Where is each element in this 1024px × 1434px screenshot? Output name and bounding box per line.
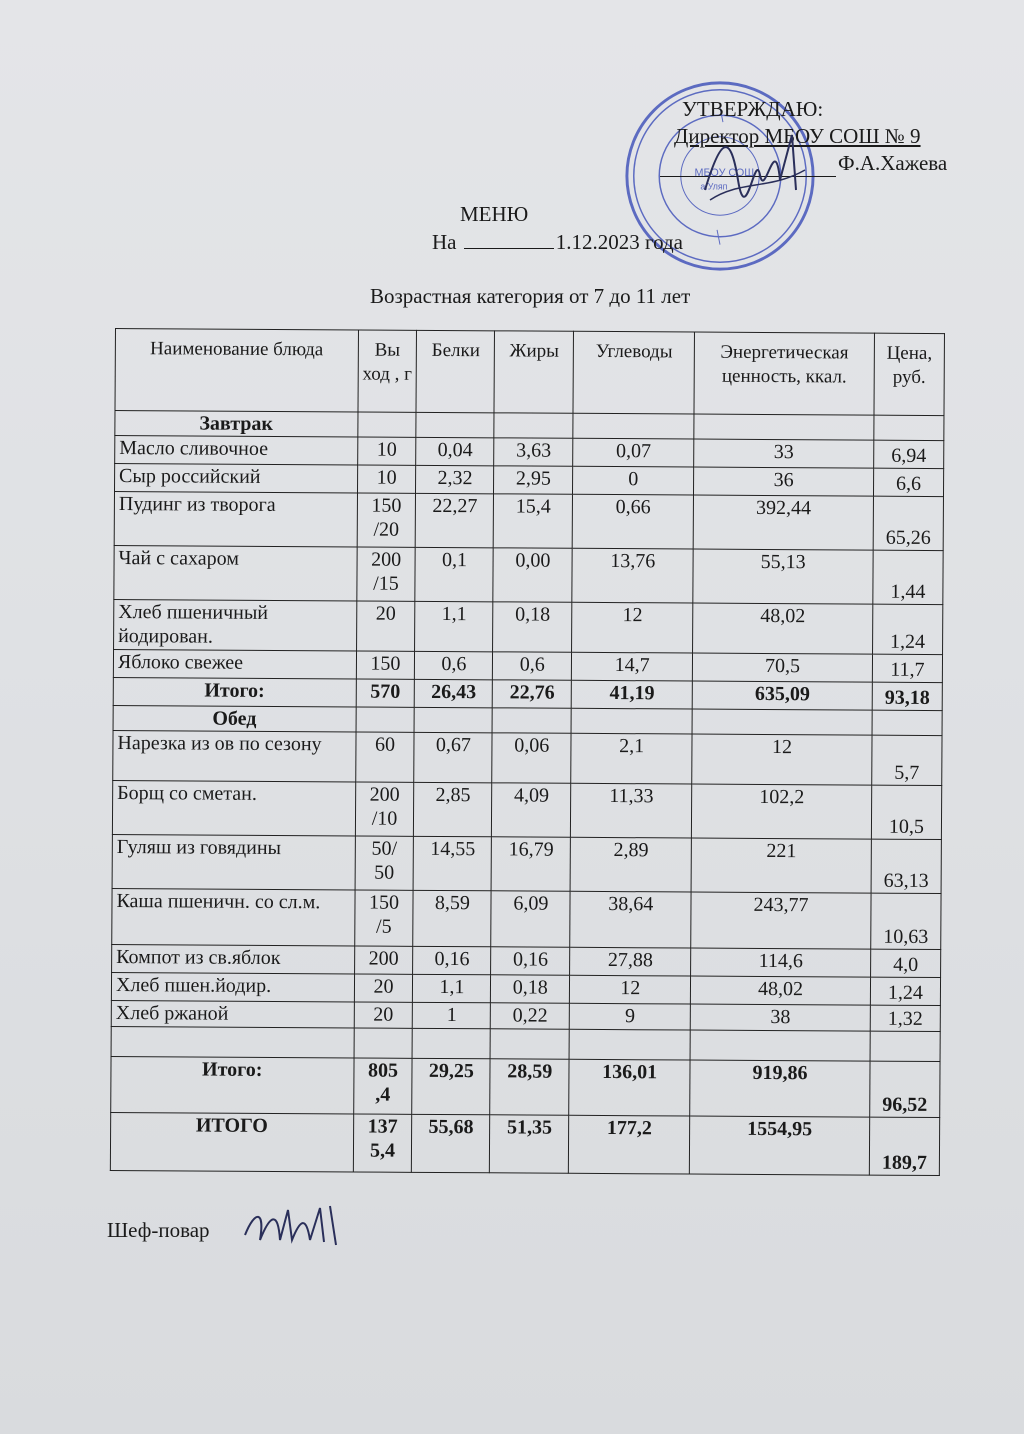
cell-price: 1,24: [870, 977, 940, 1005]
cell-proteins: 1: [413, 1002, 491, 1028]
cell-fats: 0,22: [491, 1003, 570, 1029]
cell-yield: 10: [357, 465, 416, 493]
header-carbs: Углеводы: [573, 331, 694, 414]
table-row: [112, 834, 941, 893]
cell-dish-name: Хлеб ржаной: [111, 1000, 354, 1027]
table-body: [110, 411, 944, 1176]
cell-fats: [494, 413, 573, 438]
cell-energy: 102,2: [692, 784, 872, 839]
cell-dish-name: Сыр российский: [115, 464, 358, 493]
cell-energy: 392,44: [693, 495, 873, 550]
cell-price: 65,26: [873, 496, 943, 550]
cell-yield: 200: [354, 946, 413, 974]
cell-dish-name: ИТОГО: [110, 1112, 353, 1171]
header-energy: Энергетическая ценность, ккал.: [694, 332, 874, 415]
cell-fats: 0,18: [491, 975, 570, 1003]
cell-proteins: [413, 1028, 491, 1058]
cell-carbs: 12: [572, 602, 693, 653]
cell-price: 10,5: [871, 785, 941, 839]
cell-dish-name: Итого:: [111, 1056, 354, 1113]
cell-energy: 48,02: [691, 976, 871, 1005]
header-yield: Вы ход , г: [358, 330, 417, 412]
cell-energy: 36: [694, 467, 874, 496]
cell-yield: 10: [357, 437, 416, 465]
cell-energy: 48,02: [693, 603, 873, 654]
cell-dish-name: Гуляш из говядины: [112, 834, 355, 889]
cell-proteins: 8,59: [413, 890, 491, 946]
date-prefix: На: [432, 230, 457, 254]
cell-price: [872, 710, 942, 735]
cell-price: [874, 415, 944, 440]
date-value: 1.12.2023 года: [555, 230, 683, 254]
director-signature: [700, 120, 810, 210]
cell-fats: 28,59: [490, 1059, 569, 1115]
cell-carbs: [571, 708, 692, 734]
cell-fats: 15,4: [494, 494, 573, 548]
total-row: [110, 1112, 939, 1175]
table-row: [113, 730, 942, 785]
cell-carbs: 38,64: [570, 891, 691, 948]
cell-carbs: 12: [570, 975, 691, 1004]
cell-dish-name: Масло сливочное: [115, 436, 358, 465]
cell-carbs: 2,1: [571, 733, 692, 784]
svg-text:МБОУ СОШ: МБОУ СОШ: [694, 167, 755, 179]
cell-price: 6,6: [874, 468, 944, 496]
cell-carbs: 0,07: [573, 438, 694, 467]
cell-proteins: 22,27: [416, 493, 494, 547]
cell-price: [870, 1031, 940, 1061]
cell-fats: 0,16: [491, 947, 570, 975]
cell-price: 10,63: [871, 893, 941, 949]
cell-carbs: 177,2: [569, 1115, 690, 1174]
menu-table: [110, 328, 945, 1176]
cell-proteins: 26,43: [415, 679, 493, 707]
cell-dish-name: Пудинг из творога: [114, 492, 357, 547]
cell-yield: 805 ,4: [353, 1058, 412, 1114]
cell-proteins: [415, 707, 493, 732]
cell-yield: [354, 1028, 413, 1058]
cell-energy: 1554,95: [690, 1116, 870, 1175]
cell-carbs: [573, 413, 694, 439]
cell-yield: 150: [356, 651, 415, 679]
cell-proteins: 0,1: [415, 547, 493, 601]
cell-dish-name: Хлеб пшеничный йодирован.: [114, 599, 357, 650]
cell-yield: 137 5,4: [353, 1114, 412, 1172]
cell-dish-name: Борщ со сметан.: [112, 780, 355, 835]
cell-carbs: 11,33: [571, 783, 692, 838]
cell-dish-name: Завтрак: [115, 411, 358, 437]
cell-price: 1,32: [870, 1005, 940, 1031]
cell-fats: 3,63: [494, 438, 573, 466]
cell-dish-name: [111, 1026, 354, 1057]
cell-carbs: 27,88: [570, 947, 691, 976]
cell-yield: 570: [356, 679, 415, 707]
cell-energy: 33: [694, 439, 874, 468]
cell-fats: 0,6: [493, 652, 572, 680]
cell-energy: 635,09: [692, 681, 872, 710]
cell-fats: 0,18: [493, 602, 572, 652]
cell-proteins: 0,67: [414, 732, 492, 782]
cell-fats: 16,79: [491, 837, 570, 891]
cell-price: 11,7: [872, 654, 942, 682]
cell-fats: 4,09: [492, 783, 571, 837]
cell-dish-name: Чай с сахаром: [114, 545, 357, 600]
cell-energy: 38: [690, 1004, 870, 1031]
cell-yield: 20: [354, 1002, 413, 1028]
cell-proteins: 0,04: [416, 437, 494, 465]
cell-energy: 70,5: [693, 653, 873, 682]
cell-yield: 200 /10: [355, 782, 414, 836]
cell-energy: [692, 709, 872, 735]
approval-director-name: Ф.А.Хажева: [838, 151, 948, 175]
cell-proteins: 0,16: [413, 946, 491, 974]
cell-energy: 221: [691, 838, 871, 893]
cell-proteins: [416, 412, 494, 437]
cell-energy: [690, 1030, 870, 1061]
cell-carbs: 136,01: [569, 1059, 690, 1116]
cell-carbs: [569, 1029, 690, 1060]
cell-energy: 55,13: [693, 549, 873, 604]
cell-fats: 0,06: [492, 733, 571, 783]
cell-fats: 51,35: [490, 1115, 569, 1173]
cell-price: 189,7: [869, 1117, 939, 1175]
cell-energy: 243,77: [691, 892, 871, 949]
date-blank: [464, 248, 554, 249]
cell-proteins: 55,68: [412, 1114, 490, 1172]
chef-signature: [240, 1200, 350, 1252]
table-row: [112, 780, 941, 839]
chef-label: Шеф-повар: [107, 1218, 210, 1242]
cell-carbs: 2,89: [570, 837, 691, 892]
cell-proteins: 2,85: [414, 782, 492, 836]
table-row: [112, 888, 941, 949]
cell-fats: [490, 1029, 569, 1059]
page-title: МЕНЮ: [460, 202, 529, 226]
approval-position: Директор МБОУ СОШ № 9: [674, 124, 921, 148]
cell-dish-name: Обед: [113, 705, 356, 731]
cell-yield: [357, 412, 416, 437]
cell-energy: 114,6: [691, 948, 871, 977]
svg-text:а.Уляп: а.Уляп: [700, 181, 728, 192]
cell-price: 93,18: [872, 682, 942, 710]
cell-fats: [492, 708, 571, 733]
cell-price: 4,0: [871, 949, 941, 977]
cell-yield: 20: [356, 601, 415, 651]
header-proteins: Белки: [416, 330, 494, 412]
cell-energy: [694, 414, 874, 440]
cell-yield: [356, 707, 415, 732]
cell-carbs: 41,19: [572, 680, 693, 709]
table-row: [114, 599, 943, 654]
cell-price: 1,24: [873, 604, 943, 654]
cell-proteins: 2,32: [416, 465, 494, 493]
table-header-row: [115, 329, 944, 416]
cell-price: 5,7: [872, 735, 942, 785]
cell-carbs: 9: [570, 1003, 691, 1030]
cell-carbs: 0,66: [572, 494, 693, 549]
cell-dish-name: Нарезка из ов по сезону: [113, 730, 356, 781]
cell-yield: 50/ 50: [355, 836, 414, 890]
cell-fats: 6,09: [491, 891, 570, 947]
cell-dish-name: Хлеб пшен.йодир.: [111, 972, 354, 1001]
header-dish-name: Наименование блюда: [115, 329, 358, 412]
cell-price: 96,52: [870, 1061, 940, 1117]
cell-proteins: 29,25: [412, 1058, 490, 1114]
cell-carbs: 0: [573, 466, 694, 495]
cell-price: 6,94: [874, 440, 944, 468]
cell-price: 1,44: [873, 550, 943, 604]
header-price: Цена, руб.: [874, 333, 944, 415]
cell-price: 63,13: [871, 839, 941, 893]
cell-yield: 60: [355, 732, 414, 782]
cell-energy: 919,86: [690, 1060, 870, 1117]
cell-energy: 12: [692, 734, 872, 785]
cell-yield: 150 /5: [354, 890, 413, 946]
header-fats: Жиры: [494, 331, 573, 413]
cell-yield: 20: [354, 974, 413, 1002]
age-category: Возрастная категория от 7 до 11 лет: [370, 284, 691, 308]
cell-fats: 22,76: [493, 680, 572, 708]
cell-carbs: 13,76: [572, 548, 693, 603]
cell-fats: 0,00: [493, 548, 572, 602]
cell-proteins: 1,1: [413, 974, 491, 1002]
cell-proteins: 14,55: [414, 836, 492, 890]
cell-dish-name: Компот из св.яблок: [112, 944, 355, 973]
cell-proteins: 0,6: [415, 651, 493, 679]
cell-fats: 2,95: [494, 466, 573, 494]
approval-heading: УТВЕРЖДАЮ:: [682, 97, 824, 121]
cell-yield: 200 /15: [356, 547, 415, 601]
cell-carbs: 14,7: [572, 652, 693, 681]
cell-yield: 150 /20: [357, 493, 416, 547]
cell-proteins: 1,1: [415, 601, 493, 651]
table-row: [114, 492, 943, 551]
cell-dish-name: Каша пшеничн. со сл.м.: [112, 888, 355, 945]
cell-dish-name: Итого:: [113, 677, 356, 706]
total-row: [111, 1056, 940, 1117]
menu-date: [432, 230, 683, 255]
cell-dish-name: Яблоко свежее: [113, 649, 356, 678]
table-row: [114, 545, 943, 604]
